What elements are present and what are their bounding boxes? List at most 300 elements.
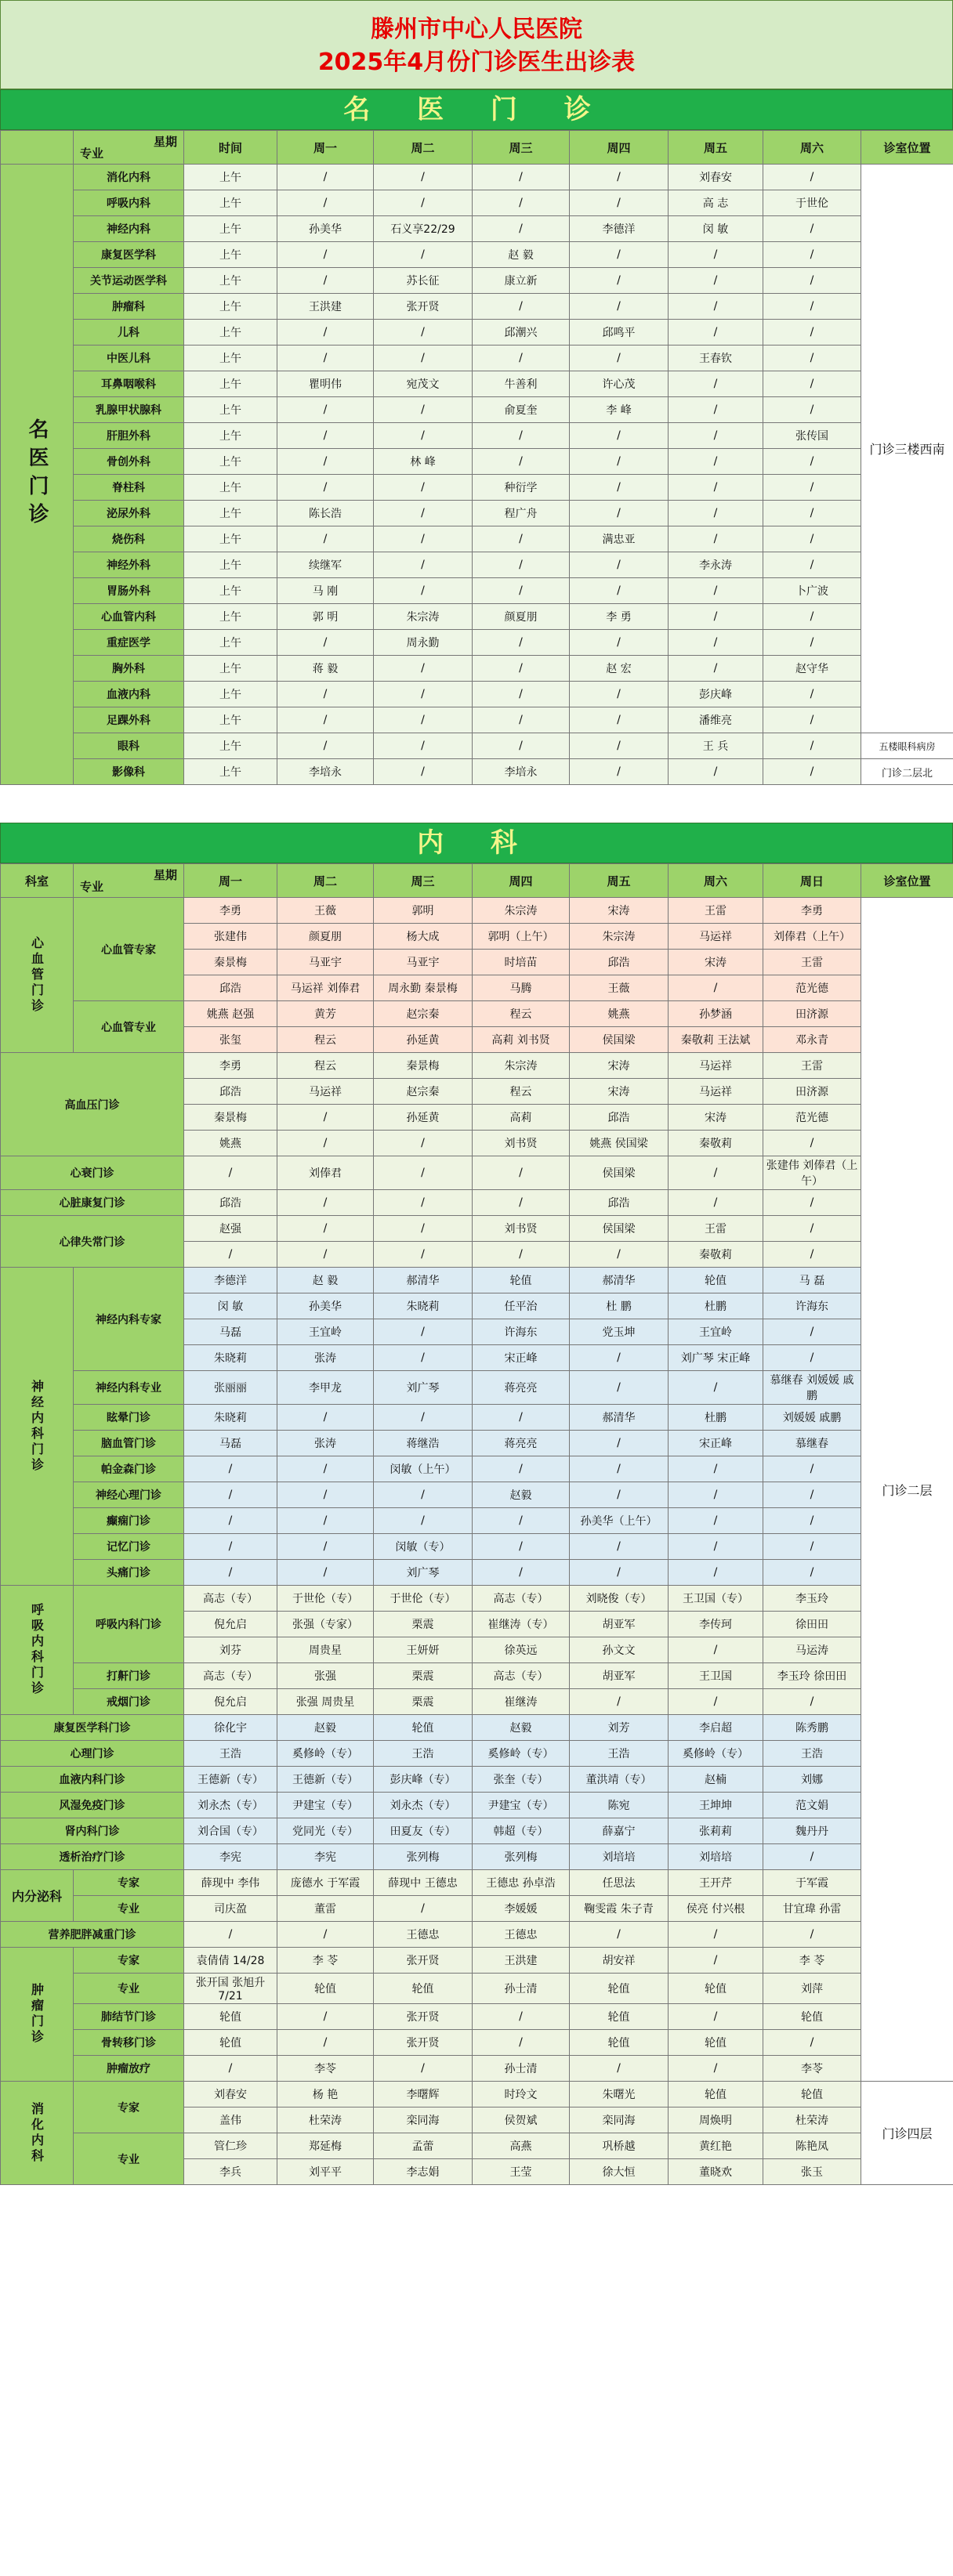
schedule-cell: / [277, 2004, 374, 2030]
schedule-cell: 邱浩 [184, 1079, 277, 1105]
schedule-cell: 袁倩倩 14/28 [184, 1948, 277, 1974]
sub-department: 眩晕门诊 [74, 1405, 184, 1431]
schedule-cell: / [669, 423, 763, 449]
schedule-cell: 轮值 [570, 2030, 669, 2056]
schedule-cell: / [570, 165, 669, 190]
column-header: 周日 [763, 864, 861, 898]
schedule-cell: / [277, 268, 374, 294]
schedule-cell: / [374, 682, 473, 707]
schedule-cell: / [374, 501, 473, 526]
department-group: 内分泌科 [1, 1870, 74, 1922]
schedule-cell: / [184, 1482, 277, 1508]
schedule-cell: / [763, 1560, 861, 1586]
department-name: 心血管内科 [74, 604, 184, 630]
schedule-cell: / [669, 2004, 763, 2030]
schedule-cell: / [669, 1190, 763, 1216]
schedule-cell: / [669, 1948, 763, 1974]
sub-department: 血液内科门诊 [1, 1767, 184, 1793]
schedule-cell: 庞德水 于军霞 [277, 1870, 374, 1896]
schedule-cell: 姚燕 [184, 1131, 277, 1156]
schedule-cell: 许海东 [473, 1319, 570, 1345]
schedule-cell: 张强（专家） [277, 1612, 374, 1637]
department-name: 胃肠外科 [74, 578, 184, 604]
schedule-cell: / [374, 1405, 473, 1431]
schedule-cell: 李宪 [184, 1844, 277, 1870]
schedule-cell: 上午 [184, 216, 277, 242]
schedule-cell: 孙美华 [277, 216, 374, 242]
schedule-cell: / [473, 294, 570, 320]
column-header: 周五 [669, 131, 763, 165]
schedule-cell: 高志（专） [184, 1663, 277, 1689]
schedule-cell: 程广舟 [473, 501, 570, 526]
schedule-cell: 李玉玲 [763, 1586, 861, 1612]
schedule-cell: 董洪靖（专） [570, 1767, 669, 1793]
schedule-cell: / [570, 1242, 669, 1268]
schedule-cell: / [374, 707, 473, 733]
schedule-cell: 刘广琴 [374, 1371, 473, 1405]
sub-department: 康复医学科门诊 [1, 1715, 184, 1741]
sub-department: 专家 [74, 1948, 184, 1974]
schedule-cell: 宋涛 [669, 1105, 763, 1131]
schedule-cell: 黄红艳 [669, 2133, 763, 2159]
schedule-cell: 牛善利 [473, 371, 570, 397]
schedule-cell: 邱浩 [184, 975, 277, 1001]
schedule-cell: 姚燕 侯国梁 [570, 1131, 669, 1156]
schedule-cell: / [277, 630, 374, 656]
weekday-axis-label: 星期 [153, 868, 177, 882]
department-name: 血液内科 [74, 682, 184, 707]
schedule-cell: 孙文文 [570, 1637, 669, 1663]
header-blank [1, 131, 74, 165]
schedule-cell: 张开国 张旭升7/21 [184, 1974, 277, 2004]
sub-department: 骨转移门诊 [74, 2030, 184, 2056]
department-name: 重症医学 [74, 630, 184, 656]
column-header: 周六 [763, 131, 861, 165]
schedule-cell: / [570, 707, 669, 733]
schedule-cell: / [473, 165, 570, 190]
schedule-cell: / [277, 475, 374, 501]
schedule-cell: 陈秀鹏 [763, 1715, 861, 1741]
schedule-cell: 宋涛 [570, 1053, 669, 1079]
schedule-cell: 侯国梁 [570, 1216, 669, 1242]
schedule-cell: 李永涛 [669, 552, 763, 578]
sub-department: 肾内科门诊 [1, 1818, 184, 1844]
schedule-cell: / [570, 449, 669, 475]
table-header [1, 131, 953, 165]
schedule-cell: 张玺 [184, 1027, 277, 1053]
schedule-cell: / [570, 268, 669, 294]
table-row [1, 346, 953, 371]
schedule-cell: 赵宗秦 [374, 1079, 473, 1105]
schedule-cell: 王洪建 [473, 1948, 570, 1974]
schedule-cell: / [473, 1534, 570, 1560]
schedule-cell: 朱宗涛 [374, 604, 473, 630]
schedule-cell: 上午 [184, 320, 277, 346]
table-row [1, 268, 953, 294]
schedule-cell: 高志（专） [184, 1586, 277, 1612]
schedule-cell: 上午 [184, 604, 277, 630]
schedule-cell: 张开贤 [374, 2004, 473, 2030]
schedule-cell: 薛现中 李伟 [184, 1870, 277, 1896]
schedule-cell: 奚修岭（专） [669, 1741, 763, 1767]
column-header: 周五 [570, 864, 669, 898]
column-header: 周一 [184, 864, 277, 898]
schedule-cell: 李培永 [473, 759, 570, 785]
schedule-cell: / [374, 759, 473, 785]
schedule-cell: 张涛 [277, 1431, 374, 1456]
sub-department: 心律失常门诊 [1, 1216, 184, 1268]
column-header: 周四 [570, 131, 669, 165]
table-row [1, 1371, 953, 1405]
schedule-cell: / [473, 423, 570, 449]
schedule-cell: 尹建宝（专） [277, 1793, 374, 1818]
schedule-cell: 张开贤 [374, 294, 473, 320]
schedule-cell: 闵 敏 [184, 1293, 277, 1319]
table-row [1, 1974, 953, 2004]
schedule-cell: 宋涛 [570, 898, 669, 924]
schedule-cell: 张强 周贵星 [277, 1689, 374, 1715]
schedule-cell: / [669, 975, 763, 1001]
schedule-cell: 李德洋 [184, 1268, 277, 1293]
schedule-cell: / [763, 501, 861, 526]
column-header: 周二 [277, 864, 374, 898]
schedule-cell: / [277, 1560, 374, 1586]
schedule-cell: 上午 [184, 371, 277, 397]
schedule-cell: 邱浩 [570, 1190, 669, 1216]
schedule-cell: 刘萍 [763, 1974, 861, 2004]
schedule-cell: / [763, 682, 861, 707]
schedule-cell: 徐化宇 [184, 1715, 277, 1741]
room-location: 五楼眼科病房 [861, 733, 953, 759]
schedule-cell: / [184, 1922, 277, 1948]
schedule-cell: 李传珂 [669, 1612, 763, 1637]
schedule-cell: 李培永 [277, 759, 374, 785]
schedule-cell: 刘芬 [184, 1637, 277, 1663]
section-band-famous: 名 医 门 诊 [0, 89, 953, 130]
schedule-cell: 上午 [184, 449, 277, 475]
table-row [1, 1190, 953, 1216]
schedule-cell: / [763, 165, 861, 190]
schedule-cell: 杜 鹏 [570, 1293, 669, 1319]
schedule-cell: 续继军 [277, 552, 374, 578]
schedule-cell: 轮值 [277, 1974, 374, 2004]
schedule-cell: 宋涛 [669, 950, 763, 975]
room-location: 门诊三楼西南 [861, 165, 953, 733]
sub-department: 专业 [74, 2133, 184, 2185]
hospital-title: 滕州市中心人民医院 [371, 16, 582, 43]
table-row [1, 320, 953, 346]
schedule-cell: / [669, 1560, 763, 1586]
header-diagonal [74, 864, 184, 898]
schedule-cell: / [570, 1482, 669, 1508]
schedule-cell: 彭庆峰（专） [374, 1767, 473, 1793]
schedule-cell: / [277, 1508, 374, 1534]
department-name: 烧伤科 [74, 526, 184, 552]
schedule-cell: / [669, 371, 763, 397]
table-header [1, 864, 953, 898]
schedule-cell: / [374, 346, 473, 371]
schedule-cell: 栾同海 [570, 2107, 669, 2133]
table-row [1, 1818, 953, 1844]
table-row [1, 2133, 953, 2159]
table-row [1, 165, 953, 190]
schedule-cell: 奚修岭（专） [277, 1741, 374, 1767]
schedule-cell: 王莹 [473, 2159, 570, 2185]
schedule-cell: 上午 [184, 501, 277, 526]
schedule-cell: 刘培培 [669, 1844, 763, 1870]
schedule-subtitle: 2025年4月份门诊医生出诊表 [317, 49, 636, 76]
schedule-cell: 李苓 [277, 2056, 374, 2082]
schedule-cell: / [763, 552, 861, 578]
schedule-cell: / [570, 682, 669, 707]
schedule-cell: / [374, 475, 473, 501]
schedule-cell: 郑延梅 [277, 2133, 374, 2159]
schedule-cell: 李曙辉 [374, 2082, 473, 2107]
section-band-internal: 内 科 [0, 823, 953, 863]
schedule-cell: 慕继春 刘媛媛 戚鹏 [763, 1371, 861, 1405]
schedule-cell: 邱浩 [184, 1190, 277, 1216]
schedule-cell: 杜荣涛 [277, 2107, 374, 2133]
schedule-cell: / [763, 1922, 861, 1948]
table-row [1, 1508, 953, 1534]
schedule-cell: 李志娟 [374, 2159, 473, 2185]
schedule-cell: 上午 [184, 242, 277, 268]
schedule-cell: 轮值 [570, 1974, 669, 2004]
schedule-cell: / [277, 1131, 374, 1156]
schedule-cell: 王德忠 [473, 1922, 570, 1948]
table-row [1, 898, 953, 924]
schedule-cell: 马运祥 [669, 924, 763, 950]
schedule-cell: / [374, 397, 473, 423]
schedule-cell: / [763, 1345, 861, 1371]
schedule-cell: 田夏友（专） [374, 1818, 473, 1844]
sub-department: 记忆门诊 [74, 1534, 184, 1560]
schedule-cell: 张传国 [763, 423, 861, 449]
schedule-cell: 奚修岭（专） [473, 1741, 570, 1767]
schedule-cell: / [277, 1242, 374, 1268]
schedule-cell: 薛嘉宁 [570, 1818, 669, 1844]
schedule-cell: 轮值 [669, 2082, 763, 2107]
schedule-cell: 上午 [184, 552, 277, 578]
schedule-cell: 轮值 [763, 2004, 861, 2030]
schedule-cell: / [763, 242, 861, 268]
schedule-cell: 秦敬莉 [669, 1131, 763, 1156]
schedule-cell: 上午 [184, 475, 277, 501]
schedule-cell: 栗震 [374, 1612, 473, 1637]
schedule-cell: 周永勤 秦景梅 [374, 975, 473, 1001]
schedule-cell: 徐英远 [473, 1637, 570, 1663]
table-row [1, 1534, 953, 1560]
schedule-cell: 轮值 [763, 2082, 861, 2107]
schedule-cell: 李甲龙 [277, 1371, 374, 1405]
schedule-cell: / [473, 1508, 570, 1534]
sub-department: 肺结节门诊 [74, 2004, 184, 2030]
schedule-cell: 侯国梁 [570, 1156, 669, 1190]
schedule-cell: 上午 [184, 165, 277, 190]
schedule-cell: 王德忠 孙卓浩 [473, 1870, 570, 1896]
schedule-cell: 李勇 [184, 898, 277, 924]
schedule-cell: 程云 [277, 1027, 374, 1053]
sub-department: 营养肥胖减重门诊 [1, 1922, 184, 1948]
schedule-cell: / [374, 552, 473, 578]
table-row [1, 475, 953, 501]
schedule-cell: / [669, 630, 763, 656]
schedule-cell: / [473, 346, 570, 371]
schedule-cell: 上午 [184, 707, 277, 733]
schedule-cell: 孙士清 [473, 1974, 570, 2004]
schedule-cell: / [763, 268, 861, 294]
department-name: 康复医学科 [74, 242, 184, 268]
schedule-cell: / [570, 242, 669, 268]
schedule-cell: / [374, 242, 473, 268]
table-row [1, 1053, 953, 1079]
schedule-cell: 王宜岭 [277, 1319, 374, 1345]
table-row [1, 1922, 953, 1948]
schedule-cell: 马磊 [184, 1431, 277, 1456]
schedule-cell: 杜鹏 [669, 1405, 763, 1431]
schedule-cell: 轮值 [184, 2030, 277, 2056]
schedule-cell: 王德新（专） [184, 1767, 277, 1793]
column-header: 周三 [473, 131, 570, 165]
schedule-cell: 马 刚 [277, 578, 374, 604]
schedule-cell: 宋正峰 [473, 1345, 570, 1371]
schedule-cell: 范文娟 [763, 1793, 861, 1818]
table-row [1, 1844, 953, 1870]
schedule-cell: 姚燕 赵强 [184, 1001, 277, 1027]
column-header: 科室 [1, 864, 74, 898]
schedule-cell: 胡亚军 [570, 1612, 669, 1637]
schedule-cell: / [763, 1689, 861, 1715]
schedule-cell: / [277, 1456, 374, 1482]
schedule-cell: 朱曙光 [570, 2082, 669, 2107]
column-header: 周三 [374, 864, 473, 898]
schedule-cell: / [184, 1242, 277, 1268]
schedule-cell: / [374, 2056, 473, 2082]
schedule-cell: / [184, 1456, 277, 1482]
table-row [1, 1216, 953, 1242]
table-row [1, 371, 953, 397]
schedule-cell: 马亚宇 [374, 950, 473, 975]
schedule-cell: / [669, 397, 763, 423]
schedule-cell: / [669, 475, 763, 501]
schedule-cell: / [277, 242, 374, 268]
schedule-cell: 王洪建 [277, 294, 374, 320]
schedule-cell: 满忠亚 [570, 526, 669, 552]
schedule-cell: 鞠雯霞 朱子青 [570, 1896, 669, 1922]
schedule-cell: / [763, 1534, 861, 1560]
schedule-cell: 赵守华 [763, 656, 861, 682]
schedule-cell: 蒋 毅 [277, 656, 374, 682]
schedule-cell: 崔继涛（专） [473, 1612, 570, 1637]
schedule-cell: 于军霞 [763, 1870, 861, 1896]
schedule-cell: 张建伟 [184, 924, 277, 950]
schedule-cell: 上午 [184, 423, 277, 449]
schedule-cell: 蒋继浩 [374, 1431, 473, 1456]
schedule-cell: 慕继春 [763, 1431, 861, 1456]
department-group: 肿瘤门诊 [1, 1948, 74, 2082]
department-name: 神经外科 [74, 552, 184, 578]
schedule-cell: / [570, 346, 669, 371]
schedule-cell: 王薇 [277, 898, 374, 924]
schedule-cell: 李玉玲 徐田田 [763, 1663, 861, 1689]
table-row [1, 1689, 953, 1715]
schedule-cell: 盖伟 [184, 2107, 277, 2133]
schedule-cell: / [763, 1319, 861, 1345]
schedule-cell: 陈艳凤 [763, 2133, 861, 2159]
schedule-cell: 张建伟 刘俸君（上午） [763, 1156, 861, 1190]
schedule-cell: 甘宜瑋 孙雷 [763, 1896, 861, 1922]
schedule-cell: / [374, 1319, 473, 1345]
table-row [1, 733, 953, 759]
table-row [1, 578, 953, 604]
schedule-cell: 李兵 [184, 2159, 277, 2185]
schedule-cell: 张丽丽 [184, 1371, 277, 1405]
schedule-cell: / [570, 578, 669, 604]
table-row [1, 707, 953, 733]
schedule-cell: 郭明（上午） [473, 924, 570, 950]
sub-department: 专家 [74, 1870, 184, 1896]
internal-medicine-table [0, 863, 953, 2185]
schedule-cell: / [473, 190, 570, 216]
schedule-cell: 刘春安 [669, 165, 763, 190]
schedule-cell: 轮值 [669, 2030, 763, 2056]
schedule-cell: 邱鸣平 [570, 320, 669, 346]
schedule-cell: 张开贤 [374, 1948, 473, 1974]
table-row [1, 552, 953, 578]
department-name: 脊柱科 [74, 475, 184, 501]
schedule-cell: 石义享22/29 [374, 216, 473, 242]
schedule-cell: 王浩 [374, 1741, 473, 1767]
column-header: 周一 [277, 131, 374, 165]
schedule-cell: 杨大成 [374, 924, 473, 950]
schedule-cell: 马运祥 [669, 1053, 763, 1079]
schedule-cell: / [763, 2030, 861, 2056]
schedule-cell: 刘芳 [570, 1715, 669, 1741]
schedule-cell: 张奎（专） [473, 1767, 570, 1793]
schedule-cell: 任平治 [473, 1293, 570, 1319]
schedule-cell: / [570, 501, 669, 526]
schedule-cell: 卜广波 [763, 578, 861, 604]
schedule-cell: 李宪 [277, 1844, 374, 1870]
schedule-cell: 宛茂文 [374, 371, 473, 397]
table-row [1, 1715, 953, 1741]
department-group: 消化内科 [1, 2082, 74, 2185]
table-row [1, 1793, 953, 1818]
schedule-cell: / [277, 1922, 374, 1948]
schedule-cell: / [669, 320, 763, 346]
schedule-cell: 王雷 [763, 950, 861, 975]
schedule-cell: 上午 [184, 294, 277, 320]
schedule-cell: 种衍学 [473, 475, 570, 501]
schedule-cell: 张列梅 [473, 1844, 570, 1870]
table-row [1, 1156, 953, 1190]
schedule-cell: / [763, 1216, 861, 1242]
schedule-cell: 李勇 [763, 898, 861, 924]
schedule-cell: 闵敏（上午） [374, 1456, 473, 1482]
schedule-cell: 刘春安 [184, 2082, 277, 2107]
schedule-cell: / [374, 733, 473, 759]
schedule-cell: / [570, 423, 669, 449]
schedule-cell: / [763, 294, 861, 320]
schedule-cell: 李苓 [763, 2056, 861, 2082]
schedule-cell: 宋涛 [570, 1079, 669, 1105]
schedule-cell: 马腾 [473, 975, 570, 1001]
schedule-cell: / [473, 707, 570, 733]
schedule-cell: 党同光（专） [277, 1818, 374, 1844]
schedule-cell: / [184, 1534, 277, 1560]
schedule-cell: / [374, 1482, 473, 1508]
schedule-cell: 孟蕾 [374, 2133, 473, 2159]
